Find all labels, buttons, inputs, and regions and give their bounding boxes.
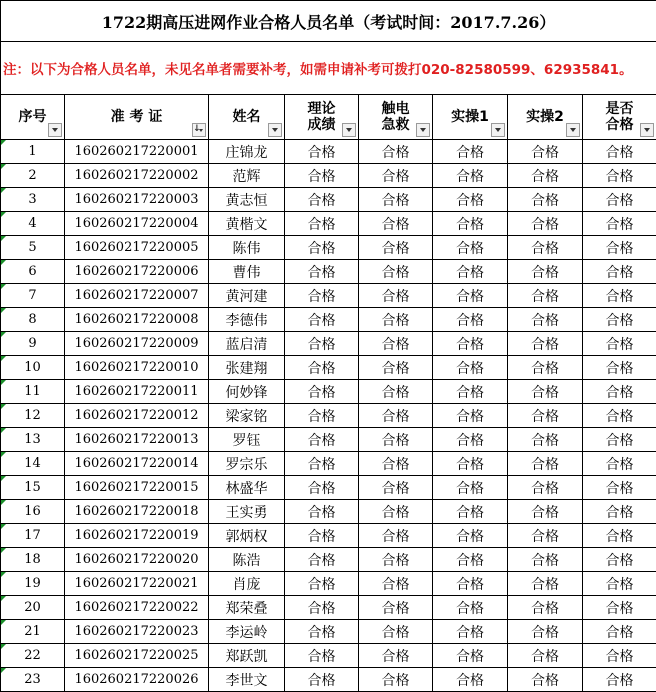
header-seq[interactable] [1,95,65,140]
table-row [1,452,656,476]
table-row [1,668,656,692]
header-name-label: 姓名 [232,109,261,125]
header-shock-label [382,101,410,133]
cell-shock[interactable]: 合格 [359,164,433,188]
cell-shock[interactable]: 合格 [359,260,433,284]
cell-name[interactable]: 黄志恒 [209,188,285,212]
cell-name[interactable]: 张建翔 [209,356,285,380]
cell-practice2[interactable]: 合格 [508,452,583,476]
table-row [1,332,656,356]
cell-name[interactable]: 蓝启清 [209,332,285,356]
cell-practice2[interactable]: 合格 [508,380,583,404]
cell-theory[interactable]: 合格 [285,620,359,644]
cell-practice2[interactable]: 合格 [508,548,583,572]
cell-name[interactable]: 何妙锋 [209,380,285,404]
cell-shock[interactable]: 合格 [359,668,433,692]
cell-exam-id[interactable]: 160260217220014 [65,452,209,476]
cell-seq[interactable]: 12 [1,404,65,428]
cell-seq[interactable]: 7 [1,284,65,308]
cell-name[interactable]: 郑跃凯 [209,644,285,668]
cell-theory[interactable]: 合格 [285,668,359,692]
cell-practice1[interactable]: 合格 [433,188,508,212]
cell-theory[interactable]: 合格 [285,524,359,548]
cell-exam-id[interactable]: 160260217220004 [65,212,209,236]
cell-practice2[interactable]: 合格 [508,404,583,428]
table-row [1,572,656,596]
cell-practice1[interactable]: 合格 [433,476,508,500]
header-exam-id[interactable] [65,95,209,140]
cell-practice1[interactable]: 合格 [433,620,508,644]
cell-exam-id[interactable]: 160260217220013 [65,428,209,452]
cell-theory[interactable]: 合格 [285,476,359,500]
cell-shock[interactable]: 合格 [359,500,433,524]
header-theory-line2: 成绩 [307,117,336,133]
cell-name[interactable]: 黄河建 [209,284,285,308]
cell-theory[interactable]: 合格 [285,308,359,332]
cell-practice1[interactable]: 合格 [433,500,508,524]
cell-seq[interactable]: 23 [1,668,65,692]
cell-shock[interactable]: 合格 [359,188,433,212]
cell-theory[interactable]: 合格 [285,212,359,236]
table-row [1,404,656,428]
cell-exam-id[interactable]: 160260217220022 [65,596,209,620]
header-exam-id-label: 准 考 证 [110,109,163,125]
table-row [1,644,656,668]
cell-exam-id[interactable]: 160260217220009 [65,332,209,356]
cell-shock[interactable]: 合格 [359,380,433,404]
cell-seq[interactable]: 14 [1,452,65,476]
cell-practice1[interactable]: 合格 [433,644,508,668]
cell-qualified[interactable]: 合格 [583,620,656,644]
cell-practice2[interactable]: 合格 [508,188,583,212]
cell-name[interactable]: 郭炳权 [209,524,285,548]
cell-theory[interactable]: 合格 [285,548,359,572]
cell-qualified[interactable]: 合格 [583,308,656,332]
cell-exam-id[interactable]: 160260217220018 [65,500,209,524]
cell-name[interactable]: 王实勇 [209,500,285,524]
cell-theory[interactable]: 合格 [285,596,359,620]
cell-practice1[interactable]: 合格 [433,524,508,548]
cell-exam-id[interactable]: 160260217220005 [65,236,209,260]
cell-practice2[interactable]: 合格 [508,164,583,188]
cell-practice1[interactable]: 合格 [433,164,508,188]
cell-practice1[interactable]: 合格 [433,596,508,620]
cell-practice1[interactable]: 合格 [433,404,508,428]
table-row [1,548,656,572]
cell-name[interactable]: 肖庞 [209,572,285,596]
cell-shock[interactable]: 合格 [359,548,433,572]
cell-name[interactable]: 陈伟 [209,236,285,260]
cell-shock[interactable]: 合格 [359,596,433,620]
cell-practice1[interactable]: 合格 [433,428,508,452]
cell-theory[interactable]: 合格 [285,332,359,356]
cell-practice1[interactable]: 合格 [433,236,508,260]
cell-practice1[interactable]: 合格 [433,284,508,308]
header-seq-label: 序号 [18,109,47,125]
cell-shock[interactable]: 合格 [359,308,433,332]
cell-name[interactable]: 曹伟 [209,260,285,284]
header-qualified[interactable] [583,95,656,140]
cell-exam-id[interactable]: 160260217220019 [65,524,209,548]
cell-name[interactable]: 梁家铭 [209,404,285,428]
header-practice2[interactable] [508,95,583,140]
cell-practice1[interactable]: 合格 [433,380,508,404]
cell-shock[interactable]: 合格 [359,212,433,236]
cell-exam-id[interactable]: 160260217220020 [65,548,209,572]
cell-seq[interactable]: 21 [1,620,65,644]
cell-practice2[interactable]: 合格 [508,644,583,668]
cell-qualified[interactable]: 合格 [583,380,656,404]
table-row [1,140,656,164]
cell-qualified[interactable]: 合格 [583,644,656,668]
cell-seq[interactable]: 20 [1,596,65,620]
cell-shock[interactable]: 合格 [359,356,433,380]
cell-qualified[interactable]: 合格 [583,332,656,356]
header-shock[interactable] [359,95,433,140]
cell-qualified[interactable]: 合格 [583,404,656,428]
cell-exam-id[interactable]: 160260217220006 [65,260,209,284]
cell-name[interactable]: 庄锦龙 [209,140,285,164]
cell-shock[interactable]: 合格 [359,572,433,596]
cell-shock[interactable]: 合格 [359,524,433,548]
cell-seq[interactable]: 18 [1,548,65,572]
cell-seq[interactable]: 19 [1,572,65,596]
cell-exam-id[interactable]: 160260217220023 [65,620,209,644]
cell-seq[interactable]: 13 [1,428,65,452]
header-shock-line2: 急救 [381,117,410,133]
cell-qualified[interactable]: 合格 [583,596,656,620]
cell-exam-id[interactable]: 160260217220010 [65,356,209,380]
cell-name[interactable]: 黄楷文 [209,212,285,236]
filter-dropdown-icon[interactable] [640,123,654,137]
cell-qualified[interactable]: 合格 [583,236,656,260]
cell-shock[interactable]: 合格 [359,644,433,668]
cell-practice2[interactable]: 合格 [508,212,583,236]
cell-shock[interactable]: 合格 [359,404,433,428]
header-practice1-label: 实操1 [451,109,489,125]
cell-name[interactable]: 陈浩 [209,548,285,572]
cell-seq[interactable]: 5 [1,236,65,260]
cell-shock[interactable]: 合格 [359,428,433,452]
table-row [1,524,656,548]
cell-shock[interactable]: 合格 [359,476,433,500]
cell-exam-id[interactable]: 160260217220021 [65,572,209,596]
cell-seq[interactable]: 1 [1,140,65,164]
cell-practice2[interactable]: 合格 [508,236,583,260]
header-theory-line1: 理论 [307,101,336,117]
cell-seq[interactable]: 3 [1,188,65,212]
cell-name[interactable]: 李德伟 [209,308,285,332]
cell-exam-id[interactable]: 160260217220007 [65,284,209,308]
filter-dropdown-icon[interactable] [566,123,580,137]
cell-exam-id[interactable]: 160260217220011 [65,380,209,404]
cell-practice2[interactable]: 合格 [508,332,583,356]
header-qualified-line2: 合格 [605,117,634,133]
cell-practice1[interactable]: 合格 [433,452,508,476]
cell-shock[interactable]: 合格 [359,284,433,308]
cell-seq[interactable]: 16 [1,500,65,524]
cell-exam-id[interactable]: 160260217220015 [65,476,209,500]
cell-exam-id[interactable]: 160260217220008 [65,308,209,332]
table-row [1,260,656,284]
header-shock-line1: 触电 [381,101,410,117]
table-row [1,188,656,212]
cell-practice2[interactable]: 合格 [508,140,583,164]
cell-qualified[interactable]: 合格 [583,188,656,212]
cell-practice1[interactable]: 合格 [433,260,508,284]
cell-qualified[interactable]: 合格 [583,452,656,476]
filter-dropdown-icon[interactable] [48,123,62,137]
cell-practice2[interactable]: 合格 [508,668,583,692]
header-practice1[interactable] [433,95,508,140]
table-row [1,620,656,644]
cell-shock[interactable]: 合格 [359,332,433,356]
cell-exam-id[interactable]: 160260217220001 [65,140,209,164]
table-row [1,164,656,188]
cell-name[interactable]: 郑荣叠 [209,596,285,620]
table-row [1,476,656,500]
cell-practice1[interactable]: 合格 [433,140,508,164]
cell-seq[interactable]: 9 [1,332,65,356]
cell-practice1[interactable]: 合格 [433,356,508,380]
cell-theory[interactable]: 合格 [285,140,359,164]
cell-name[interactable]: 范辉 [209,164,285,188]
cell-theory[interactable]: 合格 [285,356,359,380]
cell-qualified[interactable]: 合格 [583,428,656,452]
cell-practice1[interactable]: 合格 [433,332,508,356]
cell-practice1[interactable]: 合格 [433,308,508,332]
cell-theory[interactable]: 合格 [285,428,359,452]
table-row [1,380,656,404]
filter-dropdown-icon[interactable] [342,123,356,137]
cell-qualified[interactable]: 合格 [583,260,656,284]
cell-qualified[interactable]: 合格 [583,500,656,524]
table-row [1,284,656,308]
header-qualified-line1: 是否 [605,101,634,117]
cell-name[interactable]: 林盛华 [209,476,285,500]
cell-practice2[interactable]: 合格 [508,500,583,524]
cell-exam-id[interactable]: 160260217220012 [65,404,209,428]
cell-practice1[interactable]: 合格 [433,212,508,236]
cell-qualified[interactable]: 合格 [583,548,656,572]
cell-practice2[interactable]: 合格 [508,572,583,596]
cell-theory[interactable]: 合格 [285,164,359,188]
cell-theory[interactable]: 合格 [285,236,359,260]
cell-theory[interactable]: 合格 [285,260,359,284]
cell-name[interactable]: 李世文 [209,668,285,692]
cell-seq[interactable]: 15 [1,476,65,500]
cell-seq[interactable]: 22 [1,644,65,668]
filter-dropdown-icon[interactable] [268,123,282,137]
cell-qualified[interactable]: 合格 [583,524,656,548]
cell-theory[interactable]: 合格 [285,644,359,668]
table-row [1,212,656,236]
table-row [1,596,656,620]
cell-name[interactable]: 李运岭 [209,620,285,644]
cell-qualified[interactable]: 合格 [583,476,656,500]
cell-practice2[interactable]: 合格 [508,524,583,548]
cell-shock[interactable]: 合格 [359,140,433,164]
header-theory[interactable] [285,95,359,140]
cell-seq[interactable]: 11 [1,380,65,404]
cell-seq[interactable]: 2 [1,164,65,188]
cell-seq[interactable]: 10 [1,356,65,380]
cell-theory[interactable]: 合格 [285,380,359,404]
cell-practice2[interactable]: 合格 [508,620,583,644]
cell-name[interactable]: 罗钰 [209,428,285,452]
cell-seq[interactable]: 6 [1,260,65,284]
filter-dropdown-icon[interactable] [416,123,430,137]
cell-shock[interactable]: 合格 [359,620,433,644]
header-theory-label [308,101,336,133]
table-row [1,308,656,332]
cell-theory[interactable]: 合格 [285,452,359,476]
cell-practice2[interactable]: 合格 [508,284,583,308]
cell-practice1[interactable]: 合格 [433,572,508,596]
sheet-note[interactable]: 注：以下为合格人员名单，未见名单者需要补考，如需申请补考可拨打020-82580599、62935841。 [1,42,656,95]
filter-dropdown-icon[interactable] [491,123,505,137]
cell-practice2[interactable]: 合格 [508,308,583,332]
cell-practice2[interactable]: 合格 [508,428,583,452]
header-name[interactable] [209,95,285,140]
table-row [1,236,656,260]
header-qualified-label [606,101,634,133]
cell-practice1[interactable]: 合格 [433,668,508,692]
cell-practice1[interactable]: 合格 [433,548,508,572]
cell-theory[interactable]: 合格 [285,284,359,308]
cell-practice2[interactable]: 合格 [508,476,583,500]
table-row [1,428,656,452]
cell-theory[interactable]: 合格 [285,572,359,596]
cell-qualified[interactable]: 合格 [583,164,656,188]
cell-practice2[interactable]: 合格 [508,356,583,380]
cell-practice2[interactable]: 合格 [508,596,583,620]
cell-qualified[interactable]: 合格 [583,212,656,236]
cell-exam-id[interactable]: 160260217220026 [65,668,209,692]
cell-seq[interactable]: 17 [1,524,65,548]
cell-qualified[interactable]: 合格 [583,284,656,308]
sheet-title[interactable]: 1722期高压进网作业合格人员名单（考试时间：2017.7.26） [1,1,656,42]
header-practice2-label: 实操2 [526,109,564,125]
cell-theory[interactable]: 合格 [285,188,359,212]
cell-practice2[interactable]: 合格 [508,260,583,284]
cell-qualified[interactable]: 合格 [583,140,656,164]
cell-exam-id[interactable]: 160260217220003 [65,188,209,212]
cell-seq[interactable]: 8 [1,308,65,332]
cell-theory[interactable]: 合格 [285,500,359,524]
cell-exam-id[interactable]: 160260217220002 [65,164,209,188]
cell-qualified[interactable]: 合格 [583,356,656,380]
cell-theory[interactable]: 合格 [285,404,359,428]
table-row [1,356,656,380]
sort-filter-dropdown-icon[interactable] [192,123,206,137]
cell-name[interactable]: 罗宗乐 [209,452,285,476]
cell-shock[interactable]: 合格 [359,236,433,260]
cell-qualified[interactable]: 合格 [583,668,656,692]
cell-exam-id[interactable]: 160260217220025 [65,644,209,668]
cell-qualified[interactable]: 合格 [583,572,656,596]
cell-seq[interactable]: 4 [1,212,65,236]
table-row [1,500,656,524]
cell-shock[interactable]: 合格 [359,452,433,476]
